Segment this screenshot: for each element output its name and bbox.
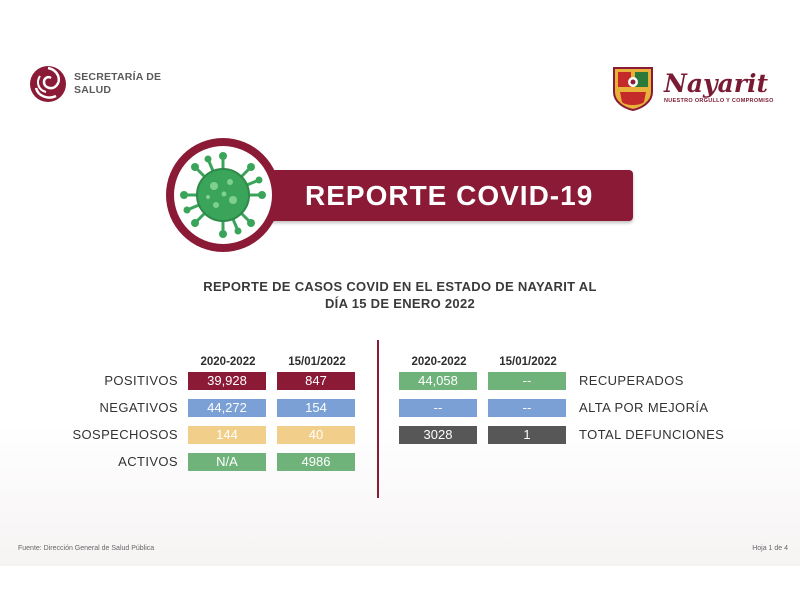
recuperados-day: -- — [488, 372, 566, 390]
label-alta-por-mejoria: ALTA POR MEJORÍA — [579, 400, 709, 415]
positivos-day: 847 — [277, 372, 355, 390]
subtitle-line2: DÍA 15 DE ENERO 2022 — [324, 296, 476, 311]
state-tagline: NUESTRO ORGULLO Y COMPROMISO — [664, 97, 774, 104]
nayarit-wordmark — [664, 68, 774, 104]
nayarit-shield-icon — [608, 62, 658, 112]
label-positivos: POSITIVOS — [104, 373, 178, 388]
negativos-day: 154 — [277, 399, 355, 417]
right-col-header-day: 15/01/2022 — [499, 356, 557, 368]
label-total-defunciones: TOTAL DEFUNCIONES — [579, 427, 725, 442]
activos-day: 4986 — [277, 453, 355, 471]
state-name: Nayarit — [664, 68, 768, 98]
secretaria-salud-emblem-icon — [28, 64, 68, 104]
table-divider — [377, 340, 379, 498]
activos-total: N/A — [188, 453, 266, 471]
defunciones-total: 3028 — [399, 426, 477, 444]
footer-source: Fuente: Dirección General de Salud Pública — [18, 545, 155, 552]
positivos-total: 39,928 — [188, 372, 266, 390]
virus-icon — [178, 150, 268, 240]
nayarit-logo — [608, 62, 774, 112]
left-col-header-total: 2020-2022 — [200, 356, 256, 368]
label-activos: ACTIVOS — [118, 454, 178, 469]
label-recuperados: RECUPERADOS — [579, 373, 684, 388]
bottom-strip — [0, 566, 800, 600]
sospechosos-day: 40 — [277, 426, 355, 444]
defunciones-day: 1 — [488, 426, 566, 444]
negativos-total: 44,272 — [188, 399, 266, 417]
banner-title: REPORTE COVID-19 — [305, 180, 594, 211]
recuperados-total: 44,058 — [399, 372, 477, 390]
alta-total: -- — [399, 399, 477, 417]
alta-day: -- — [488, 399, 566, 417]
label-negativos: NEGATIVOS — [99, 400, 178, 415]
sospechosos-total: 144 — [188, 426, 266, 444]
right-col-header-total: 2020-2022 — [411, 356, 467, 368]
ministry-line1: SECRETARÍA DE — [74, 71, 162, 83]
label-sospechosos: SOSPECHOSOS — [72, 427, 178, 442]
ministry-line2: SALUD — [74, 84, 112, 96]
left-col-header-day: 15/01/2022 — [288, 356, 346, 368]
footer-page: Hoja 1 de 4 — [752, 545, 788, 552]
report-subtitle — [180, 278, 620, 312]
secretaria-salud-text — [74, 71, 161, 97]
subtitle-line1: REPORTE DE CASOS COVID EN EL ESTADO DE NAYARIT AL — [203, 279, 597, 294]
secretaria-salud-logo — [28, 64, 161, 104]
